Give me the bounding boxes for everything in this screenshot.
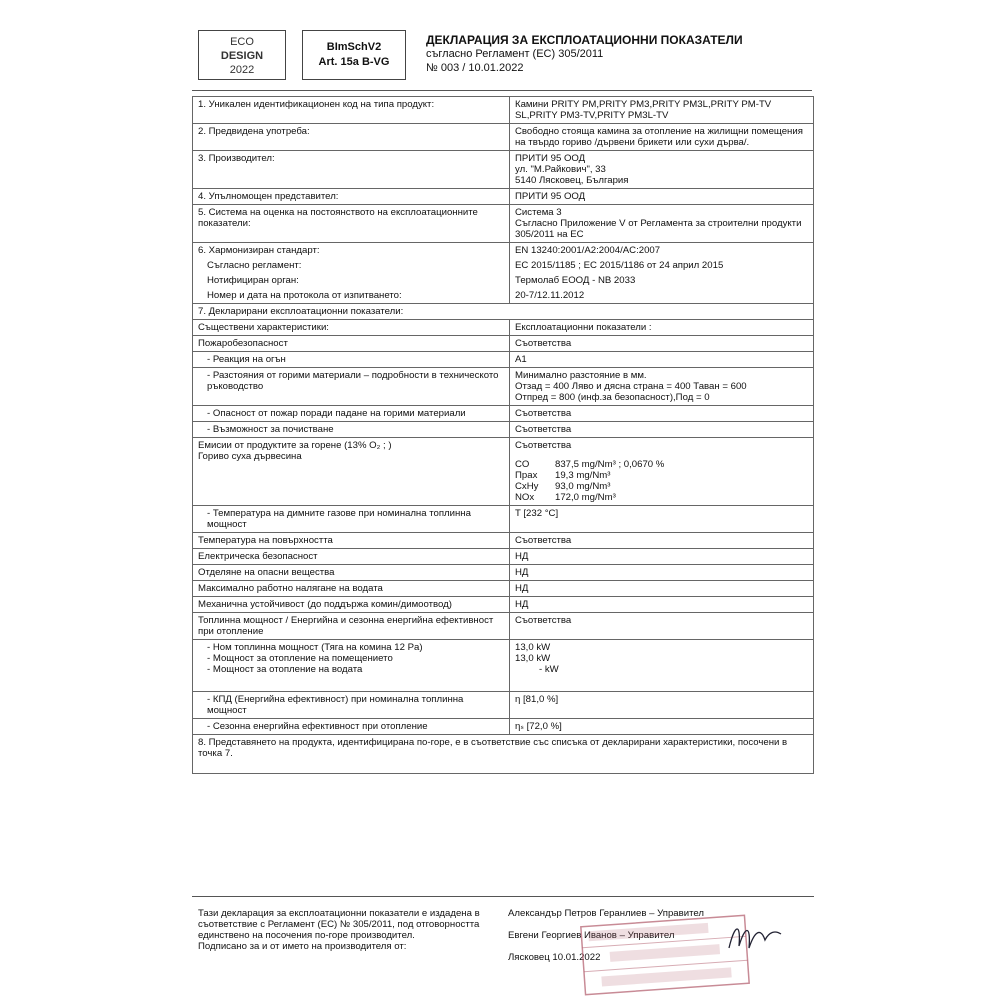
section-7-title: 7. Декларирани експлоатационни показатели: — [193, 304, 814, 320]
emissions-values — [510, 438, 814, 506]
performance-row — [193, 320, 814, 336]
efficiency-row — [193, 692, 814, 719]
power-value: 13,0 kW — [515, 642, 551, 653]
performance-row — [193, 597, 814, 613]
eco-line-2: DESIGN — [220, 50, 264, 62]
power-values — [510, 640, 814, 692]
row-label: Топлинна мощност / Енергийна и сезонна енергийна ефективност при отопление — [193, 613, 510, 640]
row-value: A1 — [510, 352, 814, 368]
emission-key: Прах — [515, 470, 538, 481]
performance-row — [193, 581, 814, 597]
emissions-label-line-2: Гориво суха дървесина — [198, 451, 302, 462]
power-row — [193, 640, 814, 692]
row-value: НД — [510, 597, 814, 613]
row-label: Номер и дата на протокола от изпитването: — [193, 288, 510, 304]
row-value: ηₛ [72,0 %] — [510, 719, 814, 735]
emission-key: CO — [515, 459, 530, 470]
document-title: ДЕКЛАРАЦИЯ ЗА ЕКСПЛОАТАЦИОННИ ПОКАЗАТЕЛИ — [426, 33, 743, 47]
row-value: ЕС 2015/1185 ; ЕС 2015/1186 от 24 април 2015 — [510, 258, 814, 273]
row-value: Съответства — [510, 613, 814, 640]
declaration-page — [150, 0, 850, 1000]
emissions-label — [193, 438, 510, 506]
bimschv-badge — [302, 30, 406, 80]
row-label: Максимално работно налягане на водата — [193, 581, 510, 597]
row-label: Пожаробезопасност — [193, 336, 510, 352]
row-label: - Сезонна енергийна ефективност при отопление — [193, 719, 510, 735]
place-date: Лясковец 10.01.2022 — [508, 952, 601, 963]
declaration-row — [193, 151, 814, 189]
row-label: - Опасност от пожар поради падане на горими материали — [193, 406, 510, 422]
declaration-table — [192, 96, 814, 774]
row-label: 1. Уникален идентификационен код на типа продукт: — [193, 97, 510, 124]
row-value: Система 3 Съгласно Приложение V от Регламента за строителни продукти 305/2011 на ЕС — [510, 205, 814, 243]
power-value: - kW — [539, 664, 559, 675]
signature-statement: Тази декларация за експлоатационни показатели е издадена в съответствие с Регламент (ЕС) № 305/2011, под отговорността единствено на посочения по-горе производител. Подписано за и от името на производителя от: — [198, 908, 480, 952]
emission-key: NOx — [515, 492, 535, 503]
row-value: Термолаб ЕООД - NB 2033 — [510, 273, 814, 288]
row-value: Съответства — [510, 336, 814, 352]
row-value: Съответства — [510, 406, 814, 422]
row-label: - КПД (Енергийна ефективност) при номинална топлинна мощност — [193, 692, 510, 719]
row-label: 5. Система на оценка на постоянството на експлоатационните показатели: — [193, 205, 510, 243]
declaration-row — [193, 288, 814, 304]
handwritten-signature — [725, 918, 785, 958]
performance-row — [193, 613, 814, 640]
row-label: Механична устойчивост (до поддържа комин/димоотвод) — [193, 597, 510, 613]
document-number: № 003 / 10.01.2022 — [426, 62, 524, 74]
emission-value: 837,5 mg/Nm³ ; 0,0670 % — [555, 459, 665, 470]
row-value: Съответства — [510, 533, 814, 549]
row-label: - Възможност за почистване — [193, 422, 510, 438]
row-value: НД — [510, 581, 814, 597]
row-value: ПРИТИ 95 ООД ул. "М.Райкович", 33 5140 Лясковец, България — [510, 151, 814, 189]
declaration-row — [193, 189, 814, 205]
performance-row — [193, 506, 814, 533]
row-value: ПРИТИ 95 ООД — [510, 189, 814, 205]
row-label: - Температура на димните газове при номинална топлинна мощност — [193, 506, 510, 533]
row-label: Температура на повърхността — [193, 533, 510, 549]
emission-value: 93,0 mg/Nm³ — [555, 481, 611, 492]
row-label: 3. Производител: — [193, 151, 510, 189]
emission-value: 19,3 mg/Nm³ — [555, 470, 611, 481]
performance-row — [193, 368, 814, 406]
blm-line-1: BImSchV2 — [326, 41, 382, 53]
declaration-row — [193, 258, 814, 273]
emission-item — [515, 492, 808, 503]
power-labels — [193, 640, 510, 692]
row-label: Нотифициран орган: — [193, 273, 510, 288]
signatory-1: Александър Петров Геранлиев – Управител — [508, 908, 704, 919]
power-value: 13,0 kW — [515, 653, 551, 664]
power-label: - Мощност за отопление на помещението — [207, 653, 393, 664]
row-value: Експлоатационни показатели : — [510, 320, 814, 336]
row-label: - Разстояния от горими материали – подробности в техническото ръководство — [193, 368, 510, 406]
row-value: Свободно стоящa камина за отопление на жилищни помещения на твърдо гориво /дървени брикети или сухи дърва/. — [510, 124, 814, 151]
row-label: - Реакция на огън — [193, 352, 510, 368]
eco-design-badge — [198, 30, 286, 80]
power-label: - Мощност за отопление на водата — [207, 664, 363, 675]
row-label: Съгласно регламент: — [193, 258, 510, 273]
emission-item — [515, 481, 808, 492]
efficiency-row — [193, 719, 814, 735]
row-value: Минимално разстояние в мм. Отзад = 400 Ляво и дясна страна = 400 Таван = 600 Отпред = 800 (инф.за безопасност),Под = 0 — [510, 368, 814, 406]
blm-line-2: Art. 15a B-VG — [318, 56, 390, 68]
document-header — [426, 33, 743, 75]
emission-item — [515, 459, 808, 470]
row-label: Съществени характеристики: — [193, 320, 510, 336]
declaration-row — [193, 243, 814, 259]
row-value: Съответства — [510, 422, 814, 438]
performance-row — [193, 565, 814, 581]
row-value: η [81,0 %] — [510, 692, 814, 719]
row-label: Електрическа безопасност — [193, 549, 510, 565]
row-label: 6. Хармонизиран стандарт: — [193, 243, 510, 259]
declaration-row — [193, 97, 814, 124]
row-label: Отделяне на опасни вещества — [193, 565, 510, 581]
performance-row — [193, 352, 814, 368]
power-label: - Ном топлинна мощност (Тяга на комина 12 Pa) — [207, 642, 423, 653]
section-7-row — [193, 304, 814, 320]
performance-row — [193, 406, 814, 422]
declaration-row — [193, 205, 814, 243]
row-value: Камини PRITY PM,PRITY PM3,PRITY PM3L,PRITY PM-TV SL,PRITY PM3-TV,PRITY PM3L-TV — [510, 97, 814, 124]
header-divider — [192, 90, 812, 91]
emission-item — [515, 470, 808, 481]
row-label: 2. Предвидена употреба: — [193, 124, 510, 151]
signatory-2: Евгени Георгиев Иванов – Управител — [508, 930, 675, 941]
declaration-row — [193, 273, 814, 288]
performance-row — [193, 422, 814, 438]
emissions-status: Съответства — [515, 440, 572, 451]
section-8-row — [193, 735, 814, 774]
row-value: T [232 °C] — [510, 506, 814, 533]
eco-line-1: ECO — [230, 36, 254, 48]
emissions-label-line-1: Емисии от продуктите за горене (13% O₂ ; ) — [198, 440, 392, 451]
emissions-row — [193, 438, 814, 506]
row-label: 4. Упълномощен представител: — [193, 189, 510, 205]
performance-row — [193, 336, 814, 352]
emission-value: 172,0 mg/Nm³ — [555, 492, 616, 503]
performance-row — [193, 549, 814, 565]
performance-row — [193, 533, 814, 549]
row-value: НД — [510, 549, 814, 565]
document-subtitle: съгласно Регламент (ЕС) 305/2011 — [426, 48, 604, 60]
signature-divider — [192, 896, 814, 897]
row-value: EN 13240:2001/A2:2004/AC:2007 — [510, 243, 814, 259]
eco-line-3: 2022 — [229, 64, 255, 76]
emission-key: CxHy — [515, 481, 539, 492]
row-value: НД — [510, 565, 814, 581]
section-8-text: 8. Представянето на продукта, идентифицирана по-горе, е в съответствие със списъка от декларирани характеристики, посочени в точка 7. — [193, 735, 814, 774]
row-value: 20-7/12.11.2012 — [510, 288, 814, 304]
declaration-row — [193, 124, 814, 151]
